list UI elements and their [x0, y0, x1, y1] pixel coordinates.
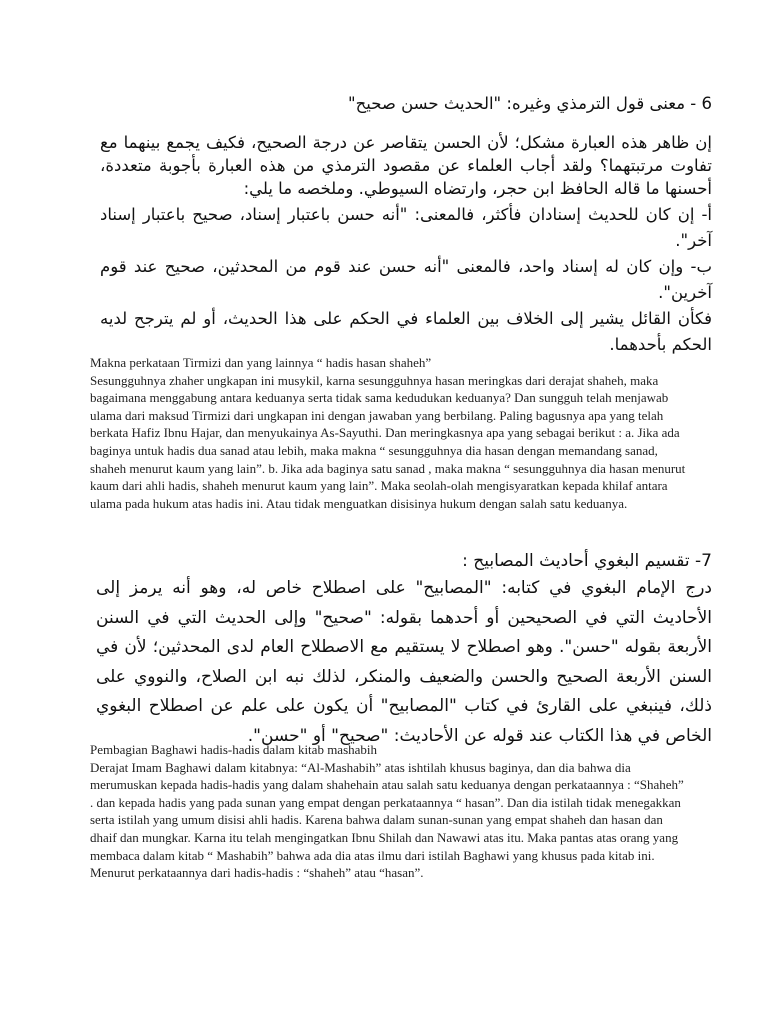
- section-6-translation: [90, 354, 690, 512]
- section-6-arabic-heading: 6 - معنى قول الترمذي وغيره: "الحديث حسن صحيح": [347, 94, 712, 113]
- section-6-arabic-point-a: أ- إن كان للحديث إسنادان فأكثر، فالمعنى: "أنه حسن باعتبار إسناد، صحيح باعتبار إسناد آخر".: [100, 205, 712, 250]
- section-6-arabic-point-b: ب- وإن كان له إسناد واحد، فالمعنى "أنه حسن عند قوم من المحدثين، صحيح عند قوم آخرين".: [100, 257, 712, 302]
- section-6-translation-body: Sesungguhnya zhaher ungkapan ini musykil, karna sesungguhnya hasan meringkas dari derajat shaheh, maka bagaimana menggabung antara keduanya serta tidak sama kedudukan keduanya? Dan sungguh telah menjawab ulama dari maksud Tirmizi dari ungkapan ini dengan jawaban yang berbilang. Paling bagusnya apa yang telah berkata Hafiz Ibnu Hajar, dan menyukainya As-Sayuthi. Dan meringkasnya apa yang sebagai berikut : a. Jika ada baginya untuk hadis dua sanad atau lebih, maka makna “ sesungguhnya dia hasan dengan memandang sanad, shaheh menurut kaum yang lain”. b. Jika ada baginya satu sanad , maka makna “ sesungguhnya dia hasan menurut kaum dari ahli hadis, shaheh menurut kaum yang lain”. Maka seolah-olah mengisyaratkan kepada khilaf antara ulama pada hukum atas hadis ini. Atau tidak menguatkan disisinya hukum dengan salah satu keduanya.: [90, 372, 686, 511]
- section-6-arabic-conclusion: فكأن القائل يشير إلى الخلاف بين العلماء في الحكم على هذا الحديث، أو لم يترجح لديه الحكم بأحدهما.: [100, 309, 712, 354]
- section-7-arabic: [96, 548, 712, 751]
- section-6-translation-title: Makna perkataan Tirmizi dan yang lainnya “ hadis hasan shaheh”: [90, 355, 432, 370]
- section-7-translation-title: Pembagian Baghawi hadis-hadis dalam kitab mashabih: [90, 742, 378, 757]
- section-6-arabic: [100, 90, 712, 358]
- section-7-arabic-body: درج الإمام البغوي في كتابه: "المصابيح" على اصطلاح خاص له، وهو أنه يرمز إلى الأحاديث التي في الصحيحين أو أحدهما بقوله: "صحيح" وإلى الحديث التي في السنن الأربعة بقوله "حسن". وهو اصطلاح لا يستقيم مع الاصطلاح العام لدى المحدثين؛ لأن في السنن الأربعة الصحيح والحسن والضعيف والمنكر، لذلك نبه ابن الصلاح، والنووي على ذلك، فينبغي على القارئ في كتاب "المصابيح" أن يكون على علم عن اصطلاح البغوي الخاص في هذا الكتاب عند قوله عن الأحاديث: "صحيح" أو "حسن".: [96, 578, 712, 746]
- section-6-arabic-intro: إن ظاهر هذه العبارة مشكل؛ لأن الحسن يتقاصر عن درجة الصحيح، فكيف يجمع بينهما مع تفاوت مرتبتهما؟ ولقد أجاب العلماء عن مقصود الترمذي من هذه العبارة بأجوبة متعددة، أحسنها ما قاله الحافظ ابن حجر، وارتضاه السيوطي. وملخصه ما يلي:: [100, 133, 712, 198]
- section-7-arabic-heading: 7- تقسيم البغوي أحاديث المصابيح :: [462, 551, 712, 571]
- section-7-translation: [90, 741, 690, 882]
- section-7-translation-body: Derajat Imam Baghawi dalam kitabnya: “Al-Mashabih” atas ishtilah khusus baginya, dan dia bahwa dia merumuskan kepada hadis-hadis yang dalam shahehain atau salah satu keduanya dengan perkataannya : “Shaheh” . dan kepada hadis yang pada sunan yang empat dengan perkataannya “ hasan”. Dan dia istilah tidak menegakkan serta istilah yang umum disisi ahli hadis. Karena bahwa dalam sunan-sunan yang empat shaheh dan hasan dan dhaif dan mungkar. Karna itu telah mengingatkan Ibnu Shilah dan Nawawi atas itu. Maka pantas atas orang yang membaca dalam kitab “ Mashabih” bahwa ada dia atas ilmu dari istilah Baghawi yang khusus pada kitab ini. Menurut perkataannya dari hadis-hadis : “shaheh” atau “hasan”.: [90, 759, 684, 881]
